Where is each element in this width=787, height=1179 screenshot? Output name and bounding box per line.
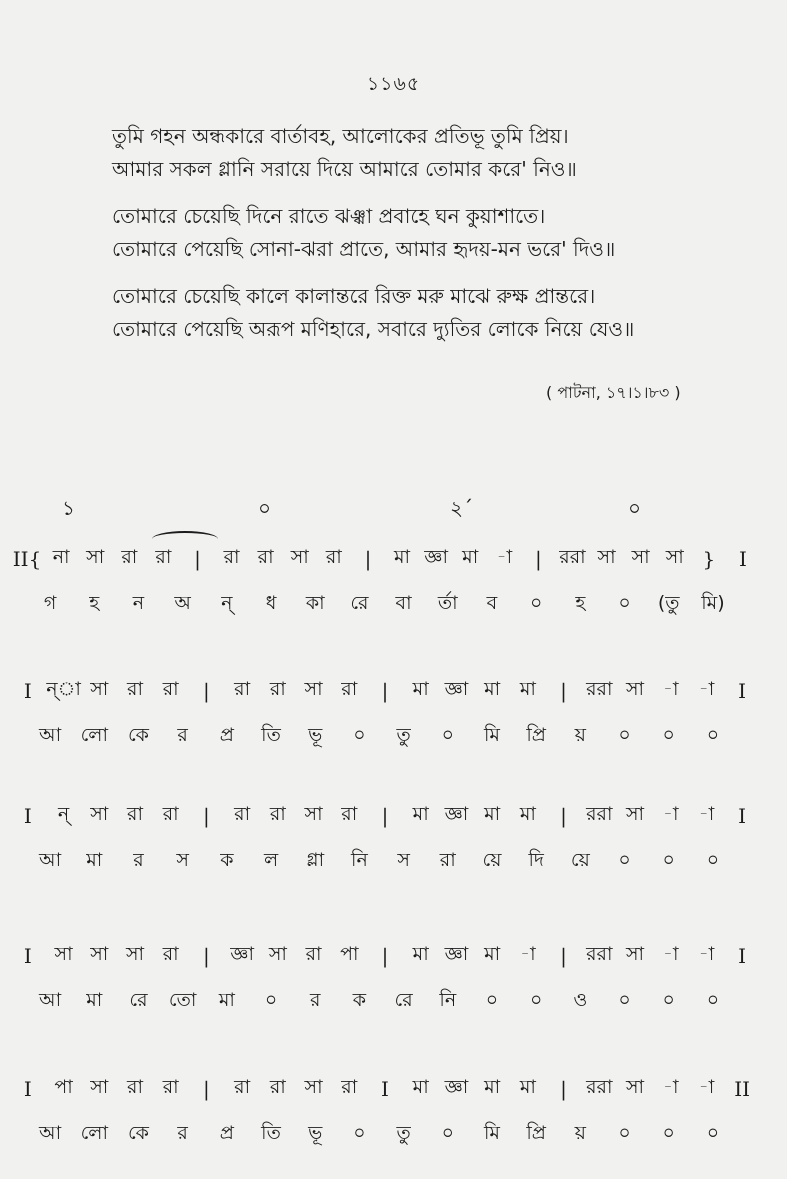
lyrics-block [112,120,732,360]
lyric-syllable: ০ [441,1122,454,1144]
lyric-syllable: আ [39,1122,62,1144]
swara-note: রা [127,1076,143,1098]
lyric-syllable: ০ [264,989,278,1011]
swara-note: রা [269,803,286,825]
swara-note: মা [519,1076,536,1098]
meend-arc [152,531,218,547]
lyric-syllable: ধ [265,592,277,614]
notation-row [0,1073,787,1163]
lyric-syllable: রা [439,849,456,871]
barline-mark: II{ [12,547,42,571]
barline-mark: | [203,1077,210,1101]
swara-note: রা [257,546,274,568]
barline-mark: II [734,1077,751,1101]
swara-note: সা [90,943,109,965]
swara-note: -া [520,943,536,965]
swara-note: রা [223,546,240,568]
swara-note: -া [662,1076,679,1098]
lyric-syllable: ল [263,849,279,871]
lyric-syllable: মা [86,989,103,1011]
swara-note: রা [127,678,143,700]
tala-marker: ০ [628,496,642,520]
tala-marker: ১ [62,496,75,520]
swara-note: জ্ঞা [424,546,448,568]
lyric-syllable: র [309,989,321,1011]
lyric-syllable: ০ [618,1122,631,1144]
swara-note: -া [662,803,679,825]
lyric-syllable: ০ [353,1122,366,1144]
lyric-syllable: ব [486,592,498,614]
lyric-line: তোমারে চেয়েছি কালে কালান্তরে রিক্ত মরু মাঝে রুক্ষ প্রান্তরে। [112,284,596,308]
swara-note: সা [54,943,73,965]
swara-note: সা [304,803,323,825]
lyric-syllable: ০ [529,592,543,614]
lyric-syllable: লো [80,1122,108,1144]
swara-note: -া [662,678,679,700]
barline-mark: | [203,944,210,968]
swara-note: রা [269,678,286,700]
notation-row [0,800,787,890]
swara-note: সা [304,678,323,700]
lyric-syllable: তু [396,724,411,746]
lyric-syllable-line [0,1119,787,1151]
swara-note: ন্ [57,803,70,825]
lyric-syllable: কে [127,724,149,746]
tala-marker: ২´ [450,496,474,520]
lyric-syllable: ০ [618,849,631,871]
barline-mark: I [23,1077,32,1101]
swara-note: রা [162,1076,179,1098]
swara-note: -া [698,1076,715,1098]
lyric-syllable: মি) [701,592,725,614]
swara-note: রা [127,803,143,825]
barline-mark: I [23,944,32,968]
swara-note: জ্ঞা [444,943,469,965]
barline-mark: | [560,679,567,703]
lyric-syllable: আ [39,849,62,871]
swara-note: -া [496,546,513,568]
lyric-syllable: ০ [662,849,675,871]
swara-note: মা [412,803,429,825]
lyric-syllable: ০ [706,724,720,746]
barline-mark: I [738,679,747,703]
notation-row [0,940,787,1030]
lyric-syllable: স [397,849,410,871]
lyric-line: তোমারে পেয়েছি সোনা-ঝরা প্রাতে, আমার হৃদয়-মন ভরে' দিও॥ [112,237,616,261]
barline-mark: | [381,679,389,703]
swara-note: ররা [586,1076,613,1098]
lyric-syllable: নি [351,849,368,871]
lyric-syllable: য় [574,724,586,746]
lyric-syllable: রে [350,592,369,614]
swara-note: মা [484,803,501,825]
lyric-syllable: ভূ [308,1122,323,1144]
lyric-syllable: প্র [219,724,234,746]
lyric-syllable: ০ [662,724,675,746]
swara-note: মা [484,943,501,965]
swara-note: পা [54,1076,73,1098]
lyric-syllable: কে [127,1122,149,1144]
barline-mark: | [194,547,201,571]
lyric-syllable: ন্ [221,592,233,614]
swara-note: মা [412,1076,429,1098]
barline-mark: } [702,547,716,571]
lyric-syllable: ০ [706,1122,720,1144]
lyric-syllable: অ [174,592,191,614]
lyric-syllable: য়ে [570,849,590,871]
lyric-syllable: প্রি [526,724,546,746]
barline-mark: I [738,547,747,571]
lyric-syllable: ০ [618,724,631,746]
lyric-syllable: ন [132,592,145,614]
page-number: ১১৬৫ [366,73,421,95]
lyric-syllable: আ [39,724,62,746]
swara-note: সা [90,678,109,700]
lyric-line: তোমারে চেয়েছি দিনে রাতে ঝঞ্ঝা প্রবাহে ঘন কুয়াশাতে। [112,204,546,228]
swara-note: পা [340,943,359,965]
barline-mark: | [381,944,389,968]
lyric-syllable: য়ে [482,849,502,871]
lyric-syllable: য় [574,1122,586,1144]
lyric-syllable: তি [261,724,281,746]
swara-note: রা [325,546,342,568]
swara-note: রা [121,546,138,568]
place-date-signature: ( পাটনা, ১৭।১।৮৩ ) [546,383,681,402]
note-line [0,543,787,575]
lyric-syllable: ০ [706,849,720,871]
swara-note: মা [412,678,429,700]
lyric-syllable: দি [528,849,544,871]
lyric-syllable: ০ [618,592,631,614]
swara-note: রা [341,1076,358,1098]
lyric-line: তুমি গহন অন্ধকারে বার্তাবহ, আলোকের প্রতিভূ তুমি প্রিয়। [112,124,569,148]
note-line [0,675,787,707]
lyric-syllable: প্র [219,1122,234,1144]
lyric-syllable: ০ [662,989,675,1011]
barline-mark: I [381,1077,389,1101]
lyric-syllable: তি [261,1122,281,1144]
swara-note: মা [412,943,429,965]
swara-note: জ্ঞা [444,678,469,700]
lyric-syllable: রে [129,989,148,1011]
notation-row [0,675,787,765]
lyric-syllable: মি [483,1122,500,1144]
lyric-syllable: বা [395,592,412,614]
swara-note: -া [698,803,715,825]
swara-note: সা [125,943,145,965]
swara-note: না [52,546,70,568]
swara-note: সা [625,1076,645,1098]
swara-note: জ্ঞা [444,1076,469,1098]
lyric-syllable: হ [89,592,100,614]
lyric-syllable: হ [575,592,586,614]
barline-mark: I [738,804,747,828]
barline-mark: I [23,804,32,828]
barline-mark: I [23,679,32,703]
lyric-syllable: স [176,849,189,871]
lyric-syllable: তো [168,989,197,1011]
swara-note: রা [269,1076,286,1098]
lyric-syllable: ক [220,849,234,871]
swara-note: ররা [559,546,586,568]
lyric-syllable: র [177,1122,188,1144]
swara-note: সা [86,546,105,568]
swara-note: রা [305,943,322,965]
lyric-syllable: মি [483,724,500,746]
barline-mark: | [560,944,567,968]
swara-note: সা [268,943,287,965]
swara-note: জ্ঞা [230,943,254,965]
swara-note: রা [162,943,179,965]
swara-note: ররা [586,678,613,700]
swara-note: রা [155,546,172,568]
barline-mark: | [203,679,210,703]
lyric-syllable: (তু [657,592,680,614]
tala-markers [0,494,787,524]
swara-note: রা [234,678,251,700]
lyric-syllable: র [133,849,144,871]
lyric-syllable: ০ [618,989,631,1011]
swara-note: ন্া [46,678,81,700]
lyric-syllable: মা [86,849,103,871]
barline-mark: | [381,804,389,828]
swara-note: ররা [586,803,613,825]
swara-note: সা [625,803,645,825]
lyric-syllable: রে [394,989,413,1011]
lyric-syllable: ক [352,989,367,1011]
swara-note: মা [519,803,536,825]
note-line [0,940,787,972]
swara-note: জ্ঞা [444,803,469,825]
swara-note: রা [162,803,179,825]
swara-note: -া [698,943,715,965]
lyric-syllable: গ্লা [306,849,325,871]
stanza-2 [112,200,732,266]
swara-note: সা [90,803,109,825]
swara-note: রা [162,678,179,700]
swara-note: সা [304,1076,323,1098]
tala-marker: ০ [258,496,272,520]
lyric-syllable: নি [439,989,457,1011]
barline-mark: | [535,547,542,571]
barline-mark: | [364,547,372,571]
lyric-syllable: তু [396,1122,411,1144]
swara-note: মা [394,546,411,568]
lyric-syllable: র্তা [437,592,458,614]
lyric-syllable: মা [218,989,235,1011]
lyric-syllable: প্রি [526,1122,546,1144]
stanza-3 [112,280,732,346]
swara-note: সা [631,546,650,568]
lyric-syllable: আ [39,989,62,1011]
lyric-syllable: ০ [353,724,366,746]
stanza-1 [112,120,732,186]
swara-note: সা [597,546,616,568]
swara-note: সা [290,546,309,568]
lyric-syllable: ভূ [308,724,323,746]
swara-note: রা [234,1076,251,1098]
swara-note: মা [519,678,536,700]
lyric-syllable: কা [305,592,325,614]
lyric-syllable: ০ [529,989,543,1011]
lyric-syllable: ০ [485,989,499,1011]
swara-note: মা [484,1076,501,1098]
swara-note: -া [698,678,715,700]
swara-note: ররা [586,943,613,965]
notation-row [0,543,787,633]
swara-note: সা [665,546,684,568]
lyric-syllable-line [0,589,787,621]
lyric-syllable-line [0,721,787,753]
barline-mark: I [738,944,747,968]
swara-note: রা [234,803,251,825]
barline-mark: | [203,804,210,828]
lyric-syllable: ও [573,989,588,1011]
lyric-line: আমার সকল গ্লানি সরায়ে দিয়ে আমারে তোমার করে' নিও॥ [112,157,577,181]
swara-note: মা [484,678,501,700]
note-line [0,1073,787,1105]
lyric-syllable: গ [43,592,57,614]
note-line [0,800,787,832]
lyric-syllable: লো [80,724,108,746]
lyric-syllable: ০ [441,724,454,746]
lyric-syllable: ০ [662,1122,675,1144]
barline-mark: | [560,1077,567,1101]
barline-mark: | [560,804,567,828]
swara-note: -া [662,943,679,965]
swara-note: মা [462,546,479,568]
lyric-line: তোমারে পেয়েছি অরূপ মণিহারে, সবারে দ্যুতির লোকে নিয়ে যেও॥ [112,317,635,341]
swara-note: সা [90,1076,109,1098]
swara-note: রা [341,803,358,825]
swara-note: সা [625,943,645,965]
lyric-syllable-line [0,986,787,1018]
lyric-syllable: র [177,724,188,746]
lyric-syllable-line [0,846,787,878]
lyric-syllable: ০ [706,989,720,1011]
swara-note: সা [625,678,645,700]
swara-note: রা [341,678,358,700]
